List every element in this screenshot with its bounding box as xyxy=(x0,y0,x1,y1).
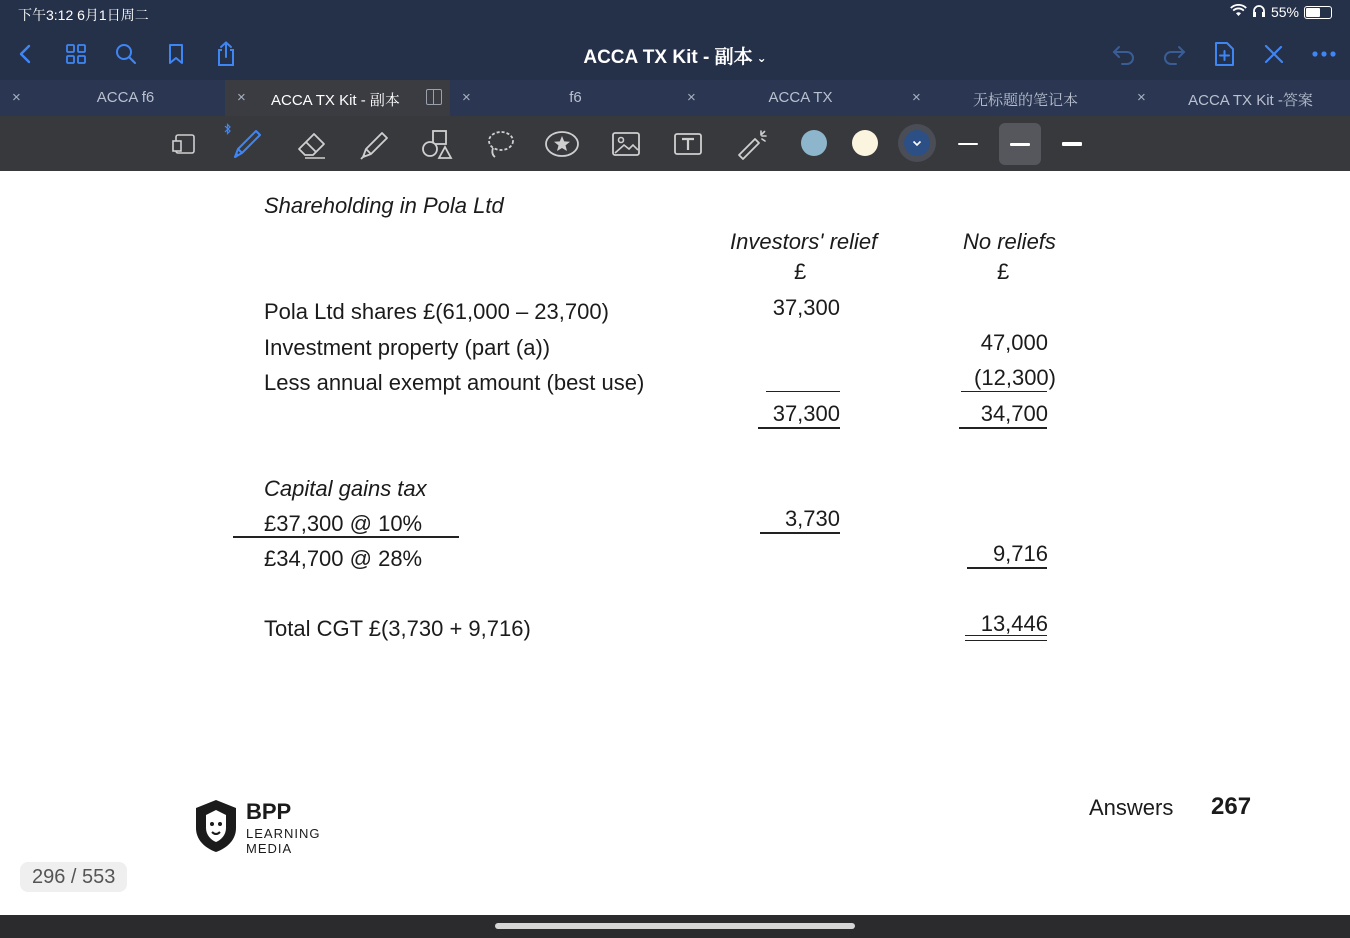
pencil-cross-icon xyxy=(1262,42,1286,66)
color-swatch-navy[interactable] xyxy=(904,130,930,156)
title-chevron-icon: ⌄ xyxy=(756,50,767,65)
stroke-thick-icon xyxy=(1062,142,1082,146)
bpp-logo-icon xyxy=(192,798,242,854)
tab-label: ACCA f6 xyxy=(96,89,155,106)
tab-untitled-notebook[interactable] xyxy=(900,80,1125,116)
cgt-line-28pct: £34,700 @ 28% xyxy=(264,546,423,571)
status-right xyxy=(1230,4,1332,20)
close-icon[interactable]: × xyxy=(912,89,921,106)
tab-acca-tx[interactable] xyxy=(675,80,900,116)
cgt-underline-col2 xyxy=(967,567,1047,569)
close-icon[interactable]: × xyxy=(687,89,696,106)
stroke-thick-button[interactable] xyxy=(1051,123,1093,165)
split-view-icon[interactable] xyxy=(426,89,442,105)
stroke-medium-icon xyxy=(1010,143,1030,146)
home-indicator-area xyxy=(0,915,1350,938)
tab-acca-tx-kit-copy[interactable] xyxy=(225,80,450,116)
cgt-line-10pct: £37,300 @ 10% xyxy=(264,511,423,536)
footer-page-number: 267 xyxy=(1211,793,1252,820)
lasso-tool[interactable] xyxy=(480,124,520,164)
column-currency-1: £ xyxy=(794,259,807,284)
image-icon xyxy=(611,130,641,158)
tab-label: f6 xyxy=(569,89,582,106)
pdf-page[interactable] xyxy=(0,171,1350,915)
shapes-icon xyxy=(419,127,453,161)
row-value-pola-shares-col1: 37,300 xyxy=(772,295,840,320)
text-box-icon xyxy=(672,130,704,158)
tab-f6[interactable] xyxy=(450,80,675,116)
laser-pointer-icon xyxy=(735,127,769,161)
row-value-investment-property-col2: 47,000 xyxy=(980,330,1048,355)
subtotal-col1: 37,300 xyxy=(772,401,840,426)
handwritten-underline xyxy=(233,536,459,538)
cgt-value-10pct: 3,730 xyxy=(784,506,840,531)
bpp-logo-sub-media: MEDIA xyxy=(246,841,293,856)
undo-icon xyxy=(1111,42,1137,66)
wifi-icon xyxy=(1230,4,1247,20)
tab-label: ACCA TX Kit -答案 xyxy=(1188,92,1313,109)
document-title-text: ACCA TX Kit - 副本 xyxy=(583,47,753,68)
tab-label: ACCA TX Kit - 副本 xyxy=(271,92,400,109)
more-button[interactable] xyxy=(1308,38,1340,70)
tab-label: 无标题的笔记本 xyxy=(972,92,1078,109)
close-icon[interactable]: × xyxy=(237,89,246,106)
pen-mode-button[interactable] xyxy=(1258,38,1290,70)
eraser-tool[interactable] xyxy=(292,124,332,164)
row-label-pola-shares: Pola Ltd shares £(61,000 – 23,700) xyxy=(264,299,609,324)
total-underline-2 xyxy=(965,640,1047,641)
column-currency-2: £ xyxy=(997,259,1010,284)
color-swatch-blue-gray[interactable] xyxy=(801,130,827,156)
eraser-icon xyxy=(295,127,329,161)
highlighter-icon xyxy=(357,127,391,161)
shapes-tool[interactable] xyxy=(416,124,456,164)
stroke-medium-button[interactable] xyxy=(999,123,1041,165)
battery-percent: 55% xyxy=(1270,4,1299,20)
cgt-heading: Capital gains tax xyxy=(264,476,427,501)
bpp-logo-sub-learning: LEARNING xyxy=(246,826,321,841)
stroke-thin-icon xyxy=(958,143,978,145)
footer-section: Answers xyxy=(1089,795,1174,820)
row-value-annual-exempt-col2: (12,300) xyxy=(974,365,1056,390)
subtotal-underline-col1 xyxy=(758,427,840,429)
highlighter-tool[interactable] xyxy=(354,124,394,164)
nav-bar xyxy=(0,28,1350,80)
status-bar xyxy=(0,0,1350,28)
cgt-underline-col1 xyxy=(760,532,840,534)
document-title[interactable] xyxy=(0,42,1350,69)
stroke-thin-button[interactable] xyxy=(947,123,989,165)
lasso-icon xyxy=(483,127,517,161)
bpp-logo-text: BPP xyxy=(246,799,292,824)
pen-icon xyxy=(229,127,263,161)
headphones-icon xyxy=(1252,4,1266,20)
undo-button[interactable] xyxy=(1108,38,1140,70)
total-underline-1 xyxy=(965,635,1047,636)
color-swatch-selected-ring[interactable] xyxy=(898,124,936,162)
add-page-icon xyxy=(1212,41,1236,67)
row-label-annual-exempt: Less annual exempt amount (best use) xyxy=(264,370,645,395)
subtotal-underline-col2 xyxy=(959,427,1047,429)
close-icon[interactable]: × xyxy=(1137,89,1146,106)
elements-tool[interactable] xyxy=(542,124,582,164)
column-header-no-reliefs: No reliefs xyxy=(963,229,1056,254)
total-cgt-value: 13,446 xyxy=(980,611,1048,636)
tab-acca-tx-kit-answers[interactable] xyxy=(1125,80,1350,116)
page-view-icon xyxy=(170,131,198,157)
total-cgt-label: Total CGT £(3,730 + 9,716) xyxy=(264,616,531,641)
star-sticker-icon xyxy=(544,129,580,159)
chevron-down-icon xyxy=(912,140,922,147)
battery-icon xyxy=(1304,6,1332,19)
section-heading: Shareholding in Pola Ltd xyxy=(264,193,504,218)
laser-pointer-tool[interactable] xyxy=(732,124,772,164)
redo-icon xyxy=(1161,42,1187,66)
status-time: 下午3:12 6月1日周二 xyxy=(18,7,149,23)
redo-button[interactable] xyxy=(1158,38,1190,70)
page-indicator[interactable]: 296 / 553 xyxy=(20,862,127,892)
close-icon[interactable]: × xyxy=(462,89,471,106)
image-tool[interactable] xyxy=(606,124,646,164)
add-page-button[interactable] xyxy=(1208,38,1240,70)
annotation-toolbar xyxy=(0,116,1350,171)
column-header-investors-relief: Investors' relief xyxy=(730,229,878,254)
subtotal-col2: 34,700 xyxy=(980,401,1048,426)
pen-tool[interactable] xyxy=(226,124,266,164)
tab-label: ACCA TX xyxy=(768,89,833,106)
close-icon[interactable]: × xyxy=(12,89,21,106)
battery-fill xyxy=(1306,8,1320,17)
color-swatch-cream[interactable] xyxy=(852,130,878,156)
tab-bar xyxy=(0,80,1350,116)
text-tool[interactable] xyxy=(668,124,708,164)
cgt-value-28pct: 9,716 xyxy=(992,541,1048,566)
ellipsis-icon xyxy=(1311,50,1337,58)
subtotal-rule-col2 xyxy=(961,391,1047,392)
home-indicator[interactable] xyxy=(495,923,855,929)
row-label-investment-property: Investment property (part (a)) xyxy=(264,335,551,360)
tab-acca-f6[interactable] xyxy=(0,80,225,116)
page-view-tool[interactable] xyxy=(164,124,204,164)
subtotal-rule-col1 xyxy=(766,391,840,392)
bluetooth-icon xyxy=(224,123,232,135)
